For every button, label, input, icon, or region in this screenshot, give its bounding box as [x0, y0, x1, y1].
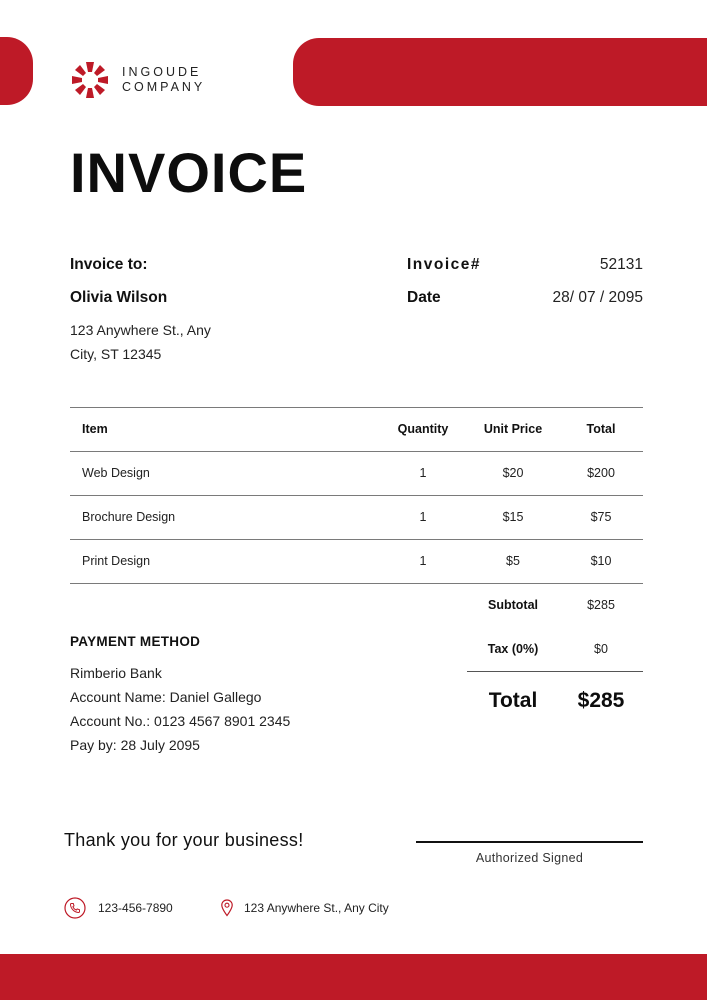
subtotal-value: $285: [587, 598, 615, 612]
invoice-number: 52131: [599, 256, 643, 273]
row1-quantity: 1: [419, 466, 427, 480]
table-header-rule: [70, 451, 643, 452]
phone-icon: [64, 897, 86, 919]
table-row-rule: [70, 495, 643, 496]
invoice-date: 28/ 07 / 2095: [552, 289, 643, 306]
company-name-line1: INGOUDE: [122, 65, 202, 79]
signature-line: [416, 841, 643, 843]
account-name: Account Name: Daniel Gallego: [70, 689, 262, 705]
invoice-title: INVOICE: [70, 141, 308, 204]
row1-total: $200: [587, 466, 615, 480]
company-address: 123 Anywhere St., Any City: [244, 901, 389, 915]
sunburst-logo-icon: [70, 60, 110, 100]
bank-name: Rimberio Bank: [70, 665, 162, 681]
top-right-banner: [293, 38, 707, 106]
client-address-line1: 123 Anywhere St., Any: [70, 322, 211, 338]
row2-item: Brochure Design: [82, 510, 176, 524]
phone-number: 123-456-7890: [98, 901, 173, 915]
pay-by-date: Pay by: 28 July 2095: [70, 737, 200, 753]
top-left-decoration: [0, 37, 33, 105]
tax-value: $0: [594, 642, 608, 656]
company-name-line2: COMPANY: [122, 80, 206, 94]
tax-label: Tax (0%): [487, 642, 539, 656]
date-label: Date: [407, 289, 441, 306]
company-name: [122, 65, 205, 95]
location-pin-icon: [216, 897, 238, 919]
row1-unit-price: $20: [502, 466, 524, 480]
client-address-line2: City, ST 12345: [70, 346, 162, 362]
row2-total: $75: [590, 510, 612, 524]
row2-unit-price: $15: [502, 510, 524, 524]
invoice-to-label: Invoice to:: [70, 256, 148, 273]
header-quantity: Quantity: [397, 422, 449, 436]
summary-rule: [467, 671, 643, 672]
row1-item: Web Design: [82, 466, 150, 480]
table-row-rule: [70, 539, 643, 540]
row2-quantity: 1: [419, 510, 427, 524]
header-unit-price: Unit Price: [483, 422, 543, 436]
subtotal-label: Subtotal: [488, 598, 538, 612]
grand-total-value: $285: [577, 689, 625, 712]
grand-total-label: Total: [488, 689, 538, 712]
row3-unit-price: $5: [506, 554, 520, 568]
client-name: Olivia Wilson: [70, 289, 168, 306]
table-bottom-rule: [70, 583, 643, 584]
header-item: Item: [82, 422, 108, 436]
row3-item: Print Design: [82, 554, 151, 568]
thank-you-message: Thank you for your business!: [64, 830, 304, 850]
client-address: [70, 318, 270, 366]
table-top-rule: [70, 407, 643, 408]
authorized-signed-label: Authorized Signed: [475, 851, 584, 865]
header-total: Total: [586, 422, 616, 436]
invoice-number-label: Invoice#: [407, 256, 482, 273]
row3-quantity: 1: [419, 554, 427, 568]
row3-total: $10: [590, 554, 612, 568]
payment-method-title: PAYMENT METHOD: [70, 634, 201, 649]
bottom-banner: [0, 954, 707, 1000]
account-number: Account No.: 0123 4567 8901 2345: [70, 713, 291, 729]
